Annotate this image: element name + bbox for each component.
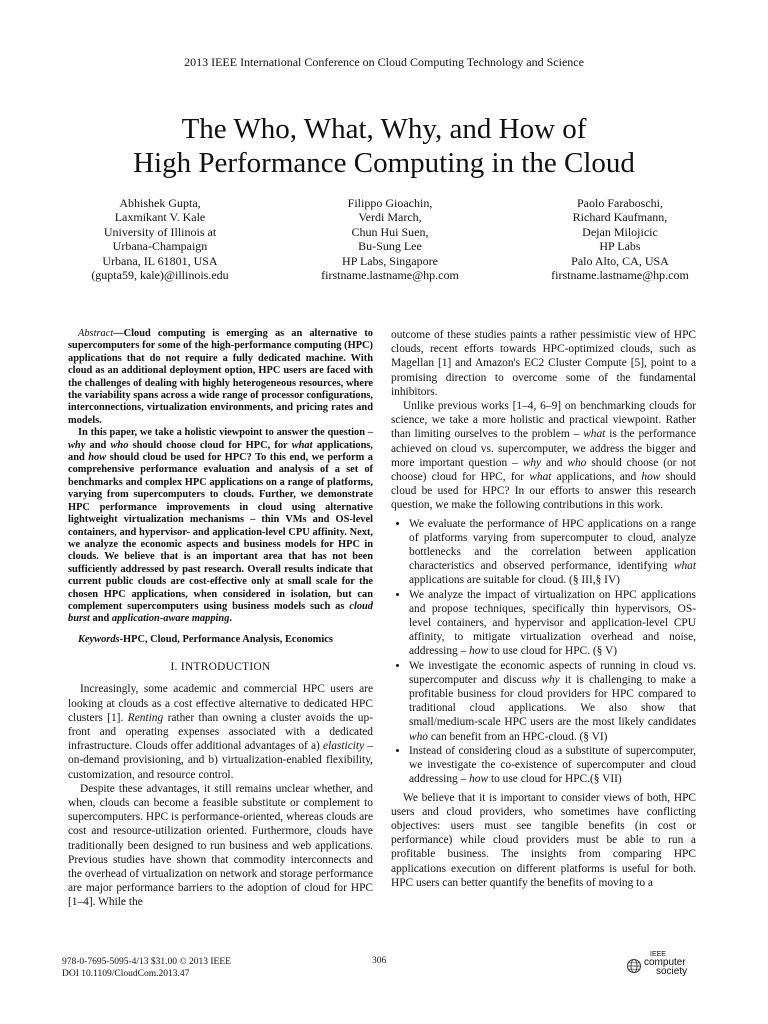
abstract-text: and — [89, 613, 112, 625]
abstract-text: and — [85, 439, 111, 451]
contribution-item — [409, 517, 696, 588]
abstract-text: In this paper, we take a holistic viewpoint to answer the question – — [78, 427, 373, 439]
abstract-emphasis: who — [110, 439, 129, 451]
abstract-text: should choose cloud for HPC, for — [128, 439, 292, 451]
contribution-item — [409, 659, 696, 744]
author-block-illinois — [60, 196, 260, 282]
right-paragraph-1 — [391, 399, 696, 513]
keywords — [68, 634, 373, 646]
logo-computer-text: computer — [644, 957, 686, 968]
intro-paragraph-1 — [68, 682, 373, 781]
author-line: Laxmikant V. Kale — [114, 210, 206, 225]
body-emphasis: how — [469, 773, 489, 786]
abstract-text: . — [229, 613, 232, 625]
author-email: firstname.lastname@hp.com — [321, 268, 459, 283]
body-text: can benefit from an HPC-cloud. (§ VI) — [428, 730, 608, 743]
left-column — [68, 328, 373, 910]
abstract-emphasis: what — [291, 439, 313, 451]
contribution-item — [409, 744, 696, 787]
author-email: (gupta59, kale)@illinois.edu — [91, 268, 229, 283]
body-emphasis: who — [409, 730, 428, 743]
body-emphasis: elasticity — [323, 740, 365, 753]
author-line: Bu-Sung Lee — [358, 239, 422, 254]
abstract-text: applications, and — [68, 439, 373, 464]
body-emphasis: why — [541, 673, 560, 686]
right-column — [391, 328, 696, 890]
body-text: Unlike previous works [1–4, 6–9] on benchmarking clouds for science, we take a more holistic and practical viewpoint. Rather than limiting ourselves to the problem – — [391, 400, 696, 441]
body-emphasis: how — [469, 645, 489, 658]
author-line: Dejan Milojicic — [582, 224, 658, 239]
abstract-text: should cloud be used for HPC? To this end, we perform a comprehensive performance evaluation and analysis of a set of benchmarks and complex HPC applications on a range of platforms, varying from supercomputers to clouds. Further, we demonstrate HPC performance improvements in cloud using alternative lightweight virtualization mechanisms – thin VMs and OS-level containers, and hypervisor- and application-level CPU affinity. Next, we analyze the economic aspects and business models for HPC in clouds. We believe that is an important area that has not been sufficiently addressed by past research. Overall results indicate that current public clouds are cost-effective only at small scale for the chosen HPC applications, when considered in isolation, but can complement supercomputers using business models such as — [68, 452, 373, 612]
body-text: We analyze the impact of virtualization on HPC applications and propose techniques, specifically thin hypervisors, OS-level containers, and hypervisor and application-level CPU affinity, to mitigate virtualization overhead and noise, addressing – — [409, 588, 696, 658]
keywords-label: Keywords — [78, 633, 120, 645]
body-emphasis: Renting — [127, 711, 164, 724]
body-emphasis: what — [583, 428, 606, 441]
author-line: Chun Hui Suen, — [351, 224, 429, 239]
footer-doi: DOI 10.1109/CloudCom.2013.47 — [62, 969, 190, 979]
author-line: Richard Kaufmann, — [572, 210, 668, 225]
abstract-text: —Cloud computing is emerging as an alternative to supercomputers for some of the high-performance computing (HPC) applications that do not require a fully dedicated machine. With cloud as an additional deployment option, HPC users are faced with the challenges of dealing with highly heterogeneous resources, where the variability spans across a wide range of processor configurations, interconnections, virtualization environments, and pricing rates and models. — [68, 328, 373, 426]
abstract-emphasis: application-aware mapping — [111, 613, 230, 625]
author-block-hp-palo-alto — [520, 196, 720, 282]
body-emphasis: how — [641, 471, 661, 484]
footer-isbn: 978-0-7695-5095-4/13 $31.00 © 2013 IEEE — [62, 957, 231, 967]
author-line: HP Labs — [599, 239, 641, 254]
body-text: Instead of considering cloud as a substitute of supercomputer, we investigate the co-existence of supercomputer and cloud addressing – — [409, 744, 696, 786]
body-text: should choose (or not choose) cloud for HPC, for — [391, 456, 696, 484]
right-paragraph-0: outcome of these studies paints a rather pessimistic view of HPC clouds, recent efforts towards HPC-optimized clouds, such as Magellan [1] and Amazon's EC2 Cluster Compute [5], point to a promising direction to overcome some of the fundamental inhibitors. — [391, 329, 696, 398]
right-paragraph-2: We believe that it is important to consider views of both, HPC users and cloud providers, who sometimes have conflicting objectives: users must see tangible benefits (in cost or performance) while cloud providers must be able to run a profitable business. The insights from comparing HPC applications execution on different platforms is useful for both. HPC users can better quantify the benefits of moving to a — [391, 791, 696, 889]
body-text: rather than owning a cluster avoids the up-front and operating expenses associated with a dedicated infrastructure. Clouds offer additional advantages of a) — [68, 711, 373, 753]
page-number: 306 — [372, 956, 387, 966]
logo-ieee-text: IEEE — [650, 951, 666, 958]
contribution-item — [409, 588, 696, 659]
body-emphasis: what — [529, 471, 552, 484]
author-block-hp-singapore — [290, 196, 490, 282]
intro-paragraph-2: Despite these advantages, it still remains unclear whether, and when, clouds can become a feasible substitute or complement to supercomputers. HPC is performance-oriented, whereas clouds are cost and resource-utilization oriented. Furthermore, clouds have traditionally been designed to run business and web applications. Previous studies have shown that commodity interconnects and the overhead of virtualization on network and storage performance are major performance barriers to the adoption of cloud for HPC [1–4]. While the — [68, 782, 373, 909]
body-text: Increasingly, some academic and commercial HPC users are looking at clouds as a cost effective alternative to dedicated HPC clusters [1]. — [68, 683, 373, 724]
body-text: to use cloud for HPC.(§ VII) — [488, 773, 622, 786]
author-line: University of Illinois at — [103, 224, 217, 239]
body-text: We evaluate the performance of HPC applications on a range of platforms varying from supercomputer to cloud, analyze bottlenecks and the correlation between application characteristics and observed performance, identifying — [409, 517, 696, 573]
abstract-emphasis: why — [68, 439, 86, 451]
body-emphasis: what — [673, 560, 696, 573]
section-heading-introduction: I. INTRODUCTION — [170, 661, 271, 674]
abstract-label: Abstract — [78, 328, 114, 339]
author-line: HP Labs, Singapore — [342, 253, 438, 268]
abstract-paragraph-1 — [68, 328, 373, 427]
author-list — [60, 196, 720, 282]
author-line: Palo Alto, CA, USA — [571, 253, 669, 268]
author-line: Filippo Gioachin, — [347, 196, 433, 210]
abstract — [68, 328, 373, 626]
body-emphasis: who — [567, 456, 587, 469]
body-text: applications are suitable for cloud. (§ III,§ IV) — [409, 574, 620, 587]
author-line: Abhishek Gupta, — [119, 196, 201, 210]
body-text: is the performance achieved on cloud vs. supercomputer, we address the bigger and more important question – — [391, 428, 696, 469]
body-text: and — [541, 456, 568, 469]
ieee-computer-society-logo — [626, 951, 704, 979]
body-text: it is challenging to make a profitable business for cloud providers for HPC compared to traditional cloud applications. We also show that small/medium-scale HPC users are the most likely candidates — [409, 673, 696, 729]
contributions-list — [391, 517, 696, 787]
abstract-emphasis: how — [88, 452, 107, 464]
keywords-text: -HPC, Cloud, Performance Analysis, Economics — [119, 633, 333, 645]
body-text: applications, and — [551, 471, 642, 484]
abstract-emphasis: cloud burst — [68, 600, 373, 625]
logo-society-text: society — [656, 966, 688, 977]
title-line-1: The Who, What, Why, and How of — [181, 113, 587, 145]
body-emphasis: why — [522, 456, 542, 469]
author-line: Verdi March, — [358, 210, 422, 225]
body-text: – on-demand provisioning, and b) virtualization-enabled flexibility, customization, and resource control. — [68, 740, 373, 781]
author-email: firstname.lastname@hp.com — [551, 268, 689, 283]
body-text: should cloud be used for HPC? In our efforts to answer this research question, we make the following contributions in this work. — [391, 471, 696, 512]
globe-icon — [626, 958, 642, 974]
conference-header: 2013 IEEE International Conference on Cloud Computing Technology and Science — [184, 55, 584, 69]
body-text: We investigate the economic aspects of running in cloud vs. supercomputer and discuss — [409, 659, 696, 686]
introduction-body — [68, 682, 373, 909]
abstract-paragraph-2 — [68, 427, 373, 626]
author-line: Urbana, IL 61801, USA — [102, 253, 218, 268]
author-line: Paolo Faraboschi, — [577, 196, 663, 210]
body-text: to use cloud for HPC. (§ V) — [488, 645, 617, 658]
footer-copyright — [62, 956, 231, 980]
paper-title — [0, 112, 768, 180]
author-line: Urbana-Champaign — [112, 239, 208, 254]
title-line-2: High Performance Computing in the Cloud — [133, 147, 635, 179]
